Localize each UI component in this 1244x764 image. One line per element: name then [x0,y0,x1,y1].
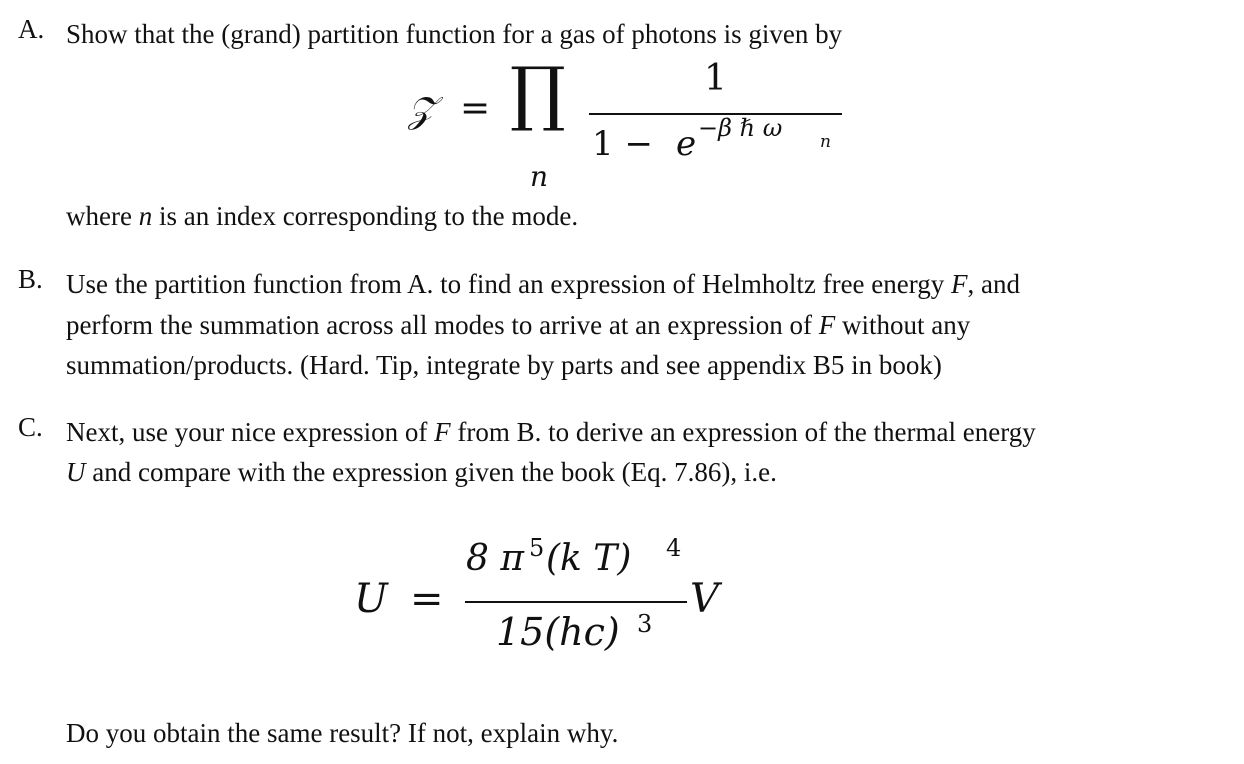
item-b-marker: B. [18,264,43,294]
eq1-denominator-exponent-subscript: n [820,132,831,152]
eq2-fraction-bar [465,601,687,603]
item-c-line-1-part-2: from B. to derive an expression of the thermal energy [450,417,1036,447]
eq1-numerator: 1 [704,58,727,99]
eq2-lhs: U [354,576,388,622]
eq1-product-subscript: n [530,160,549,193]
eq1-denominator-exponent: −β ℏ ω [698,114,783,142]
item-c-line-2-var: U [66,457,86,487]
item-c-marker: C. [18,412,43,442]
eq2-numerator-pi: 8 π [466,538,525,579]
eq1-lhs: 𝒵 [408,90,436,131]
item-a-line-2 [66,196,578,236]
eq2-denominator: 15(hc) [496,610,620,654]
item-c-line-1-part-1: Next, use your nice expression of [66,417,435,447]
eq2-denominator-exponent: 3 [637,610,653,638]
eq1-denominator-lead: 1 − [592,124,653,164]
item-c-line-2-part-1: and compare with the expression given the book (Eq. 7.86), i.e. [85,457,777,487]
item-b-line-1-part-1: Use the partition function from A. to find an expression of Helmholtz free energy [66,269,952,299]
item-b-line-2-part-1: perform the summation across all modes to arrive at an expression of [66,310,819,340]
item-a-line-1: Show that the (grand) partition function for a gas of photons is given by [66,19,843,49]
item-c-line-1-var: F [434,417,451,447]
eq2-numerator-kt: (k T) [546,538,632,579]
eq2-equals: = [410,576,444,622]
item-b-line-1 [66,264,1020,304]
item-a-line-2-part-1: where [66,201,139,231]
eq1-denominator-e: e [676,124,697,164]
item-b-line-2-var: F [818,310,836,340]
item-a-marker: A. [18,14,45,44]
item-b-line-2-part-2: without any [835,310,971,340]
eq2-numerator-kt-exponent: 4 [666,534,682,562]
eq2-rhs: V [690,576,719,622]
eq1-equals: = [460,88,491,129]
item-b-line-1-part-2: , and [967,269,1020,299]
item-a-line-2-var: n [138,201,153,231]
item-c-line-2 [66,452,777,492]
item-c-line-1 [66,412,1036,452]
eq1-product-symbol: ∏ [510,52,566,134]
item-b-line-3: summation/products. (Hard. Tip, integrate by parts and see appendix B5 in book) [66,350,942,380]
closing-question: Do you obtain the same result? If not, explain why. [66,718,619,748]
eq2-numerator-pi-exponent: 5 [529,534,545,562]
item-b-line-1-var: F [951,269,968,299]
item-a-line-2-part-2: is an index corresponding to the mode. [152,201,579,231]
item-b-line-2 [66,305,970,345]
